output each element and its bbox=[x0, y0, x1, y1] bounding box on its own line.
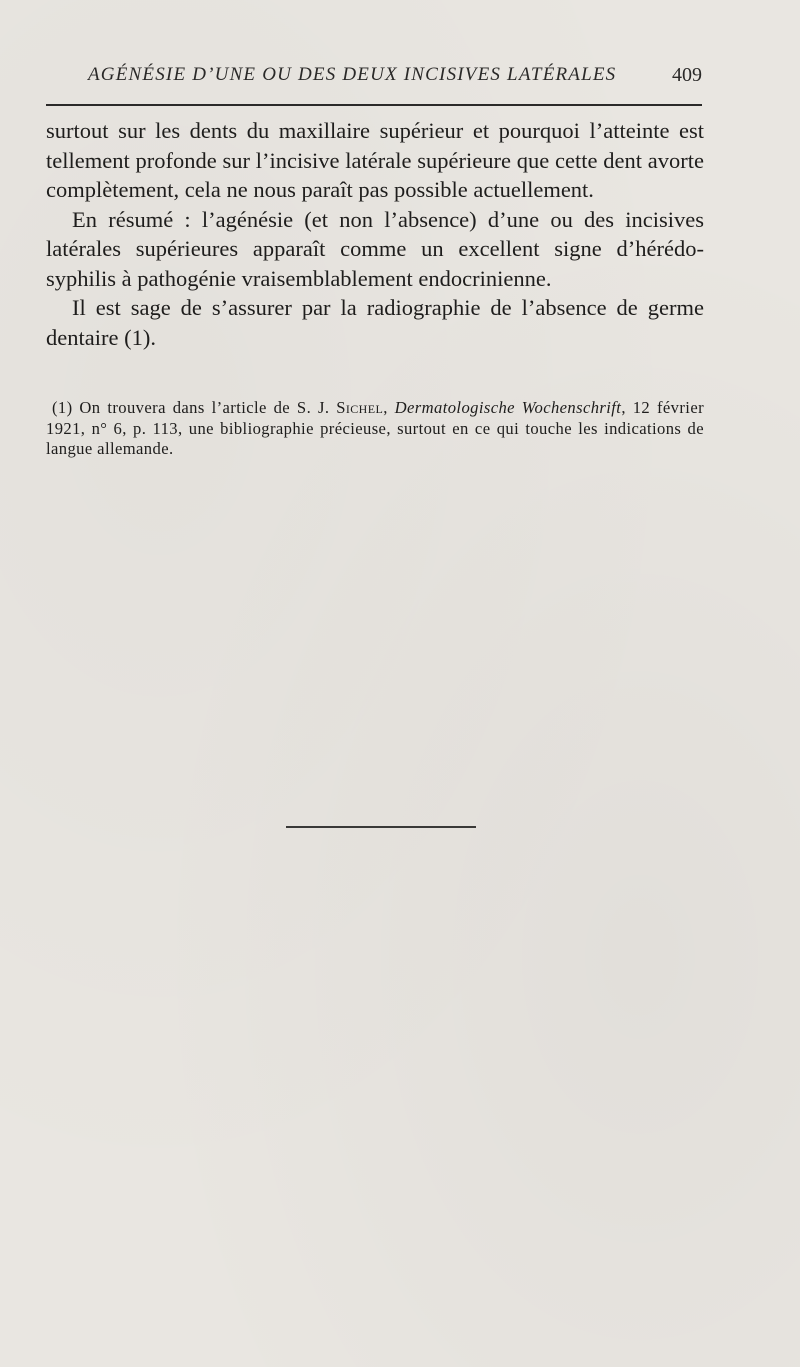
body-text bbox=[46, 116, 704, 352]
page-number: 409 bbox=[672, 64, 702, 86]
footnote-lead: (1) On trouvera dans l’article de S. J. bbox=[52, 398, 337, 417]
footnote-rest: , 12 février 1921, n° 6, p. 113, une bibliographie précieuse, surtout en ce qui touche les indications de langue allemande. bbox=[46, 398, 705, 458]
footnote-journal: Dermatologische Wochenschrift bbox=[394, 398, 622, 417]
footnote-sep: , bbox=[383, 398, 395, 417]
header-rule bbox=[46, 104, 702, 106]
paragraph-2: En résumé : l’agénésie (et non l’absence) d’une ou des incisives latérales supérieures apparaît comme un excellent signe d’hérédo-syphilis à pathogénie vraisemblablement endocrinienne. bbox=[46, 206, 704, 291]
footnote bbox=[46, 398, 704, 460]
running-title: AGÉNÉSIE D’UNE OU DES DEUX INCISIVES LATÉRALES bbox=[88, 64, 617, 85]
footnote-author: Sichel bbox=[336, 398, 384, 417]
paragraph-1: surtout sur les dents du maxillaire supérieur et pourquoi l’atteinte est tellement profonde sur l’incisive latérale supérieure que cette dent avorte complètement, cela ne nous paraît pas possible actuellement. bbox=[46, 118, 704, 202]
footnote-text bbox=[46, 398, 704, 460]
running-header bbox=[46, 64, 702, 94]
end-rule bbox=[286, 826, 476, 828]
paragraph-3: Il est sage de s’assurer par la radiographie de l’absence de germe dentaire (1). bbox=[46, 295, 704, 350]
